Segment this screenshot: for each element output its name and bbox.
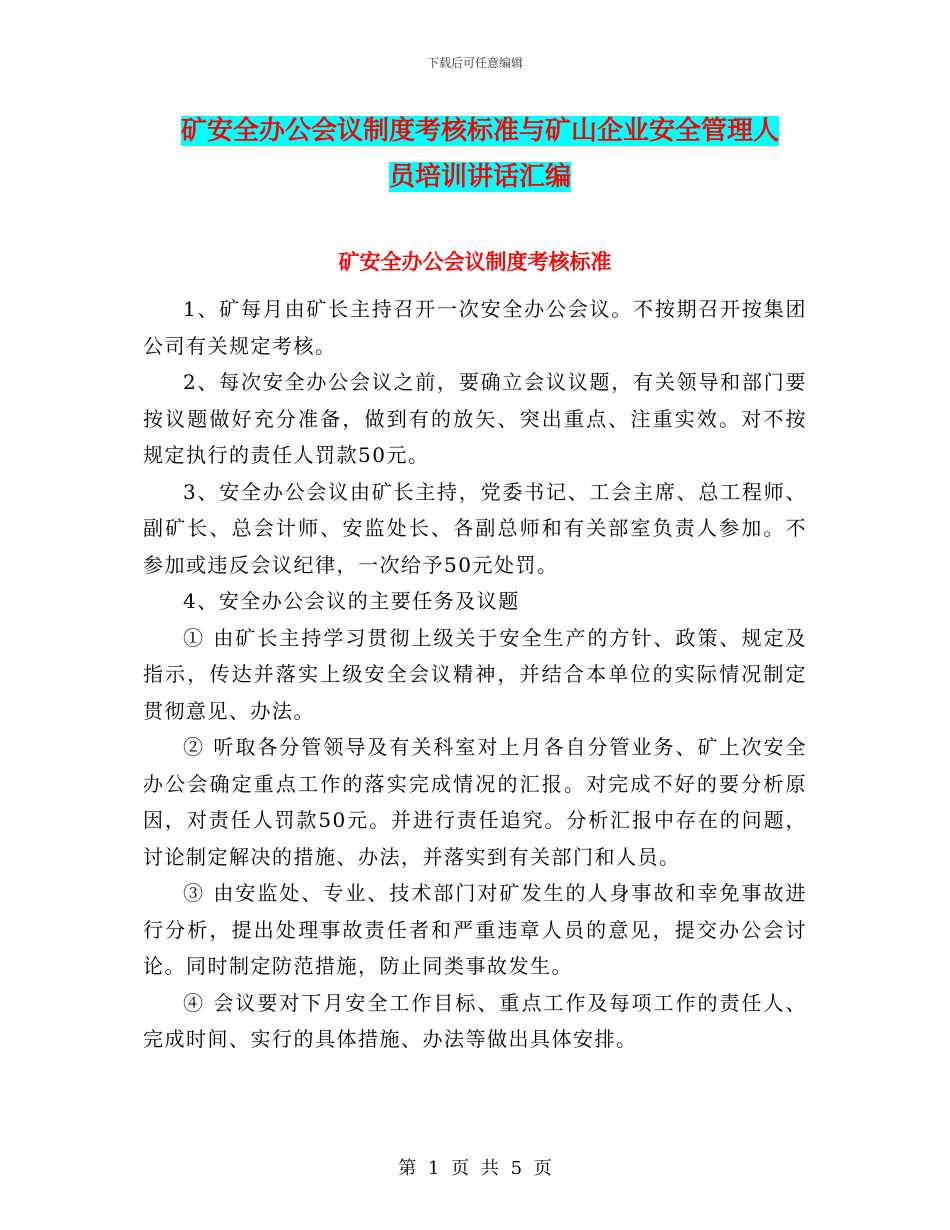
document-title <box>150 108 810 200</box>
paragraph-5: ① 由矿长主持学习贯彻上级关于安全生产的方针、政策、规定及指示，传达并落实上级安全会议精神，并结合本单位的实际情况制定贯彻意见、办法。 <box>143 625 807 723</box>
paragraph-7: ③ 由安监处、专业、技术部门对矿发生的人身事故和幸免事故进行分析，提出处理事故责任者和严重违章人员的意见，提交办公会讨论。同时制定防范措施，防止同类事故发生。 <box>143 881 807 978</box>
paragraph-1: 1、矿每月由矿长主持召开一次安全办公会议。不按期召开按集团公司有关规定考核。 <box>143 297 807 358</box>
document-title-line-1: 矿安全办公会议制度考核标准与矿山企业安全管理人 <box>180 116 779 146</box>
document-body <box>143 291 807 1058</box>
document-title-line-2: 员培训讲话汇编 <box>388 162 571 192</box>
page-footer: 第 1 页 共 5 页 <box>398 1158 552 1179</box>
section-title: 矿安全办公会议制度考核标准 <box>338 250 612 274</box>
paragraph-8: ④ 会议要对下月安全工作目标、重点工作及每项工作的责任人、完成时间、实行的具体措施、办法等做出具体安排。 <box>143 990 807 1051</box>
paragraph-4: 4、安全办公会议的主要任务及议题 <box>183 589 520 613</box>
header-note: 下载后可任意编辑 <box>426 56 523 70</box>
paragraph-2: 2、每次安全办公会议之前，要确立会议议题，有关领导和部门要按议题做好充分准备，做到有的放矢、突出重点、注重实效。对不按规定执行的责任人罚款50元。 <box>143 370 807 467</box>
paragraph-6: ② 听取各分管领导及有关科室对上月各自分管业务、矿上次安全办公会确定重点工作的落实完成情况的汇报。对完成不好的要分析原因，对责任人罚款50元。并进行责任追究。分析汇报中存在的问题，讨论制定解决的措施、办法，并落实到有关部门和人员。 <box>143 735 807 869</box>
paragraph-3: 3、安全办公会议由矿长主持，党委书记、工会主席、总工程师、副矿长、总会计师、安监处长、各副总师和有关部室负责人参加。不参加或违反会议纪律，一次给予50元处罚。 <box>143 479 807 577</box>
